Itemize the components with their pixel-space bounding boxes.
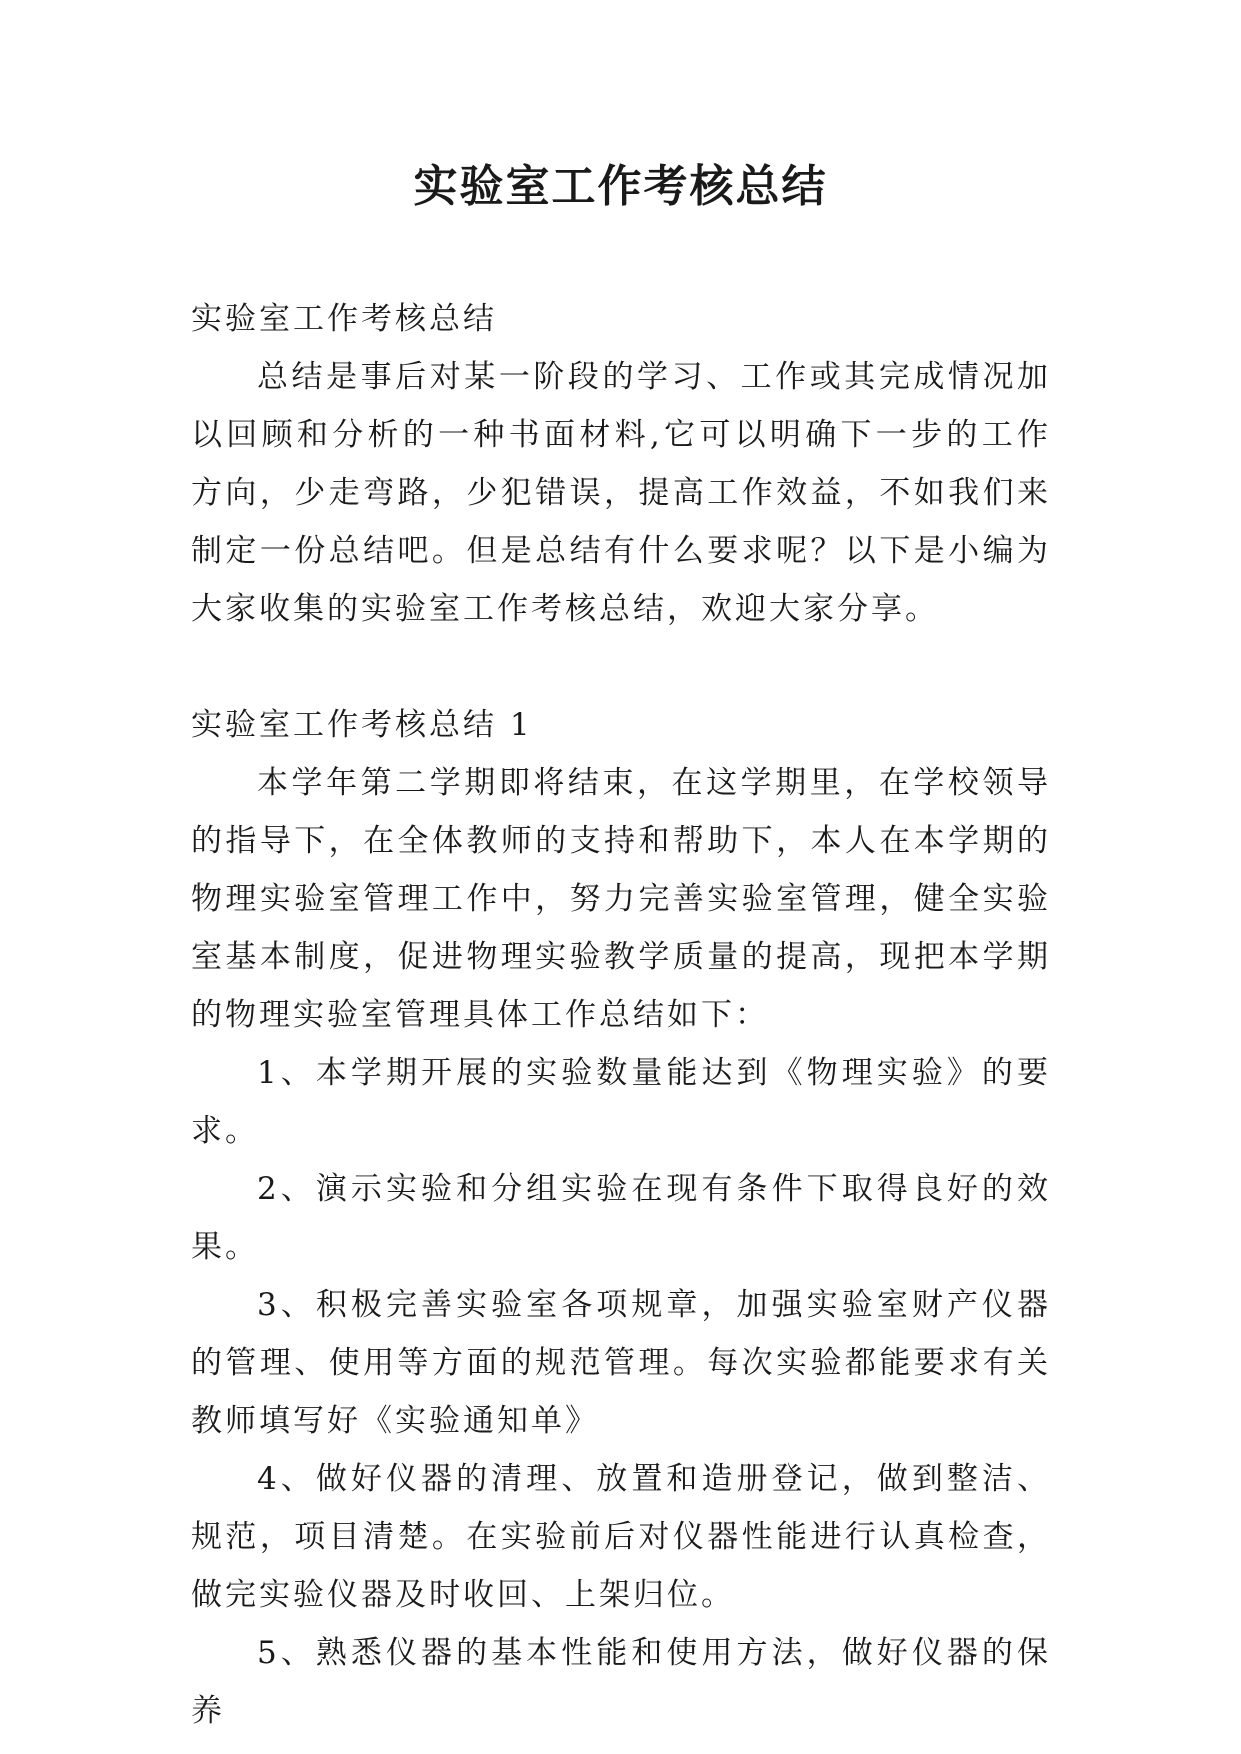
section-heading: 实验室工作考核总结 1 — [191, 707, 533, 743]
list-item: 1、本学期开展的实验数量能达到《物理实验》的要求。 — [191, 1055, 1051, 1149]
spacer — [191, 638, 1051, 696]
document-body — [191, 290, 1051, 1740]
list-item: 2、演示实验和分组实验在现有条件下取得良好的效果。 — [191, 1171, 1051, 1265]
list-item: 3、积极完善实验室各项规章，加强实验室财产仪器的管理、使用等方面的规范管理。每次实验都能要求有关教师填写好《实验通知单》 — [191, 1287, 1051, 1439]
list-item: 4、做好仪器的清理、放置和造册登记，做到整洁、规范，项目清楚。在实验前后对仪器性能进行认真检查，做完实验仪器及时收回、上架归位。 — [191, 1461, 1051, 1613]
intro-heading: 实验室工作考核总结 — [191, 301, 497, 337]
list-item: 5、熟悉仪器的基本性能和使用方法，做好仪器的保养 — [191, 1635, 1051, 1729]
intro-paragraph: 总结是事后对某一阶段的学习、工作或其完成情况加以回顾和分析的一种书面材料,它可以明确下一步的工作方向，少走弯路，少犯错误，提高工作效益，不如我们来制定一份总结吧。但是总结有什么要求呢？以下是小编为大家收集的实验室工作考核总结，欢迎大家分享。 — [191, 359, 1051, 627]
document-title: 实验室工作考核总结 — [413, 161, 828, 212]
section-paragraph: 本学年第二学期即将结束，在这学期里，在学校领导的指导下，在全体教师的支持和帮助下，本人在本学期的物理实验室管理工作中，努力完善实验室管理，健全实验室基本制度，促进物理实验教学质量的提高，现把本学期的物理实验室管理具体工作总结如下： — [191, 765, 1051, 1033]
